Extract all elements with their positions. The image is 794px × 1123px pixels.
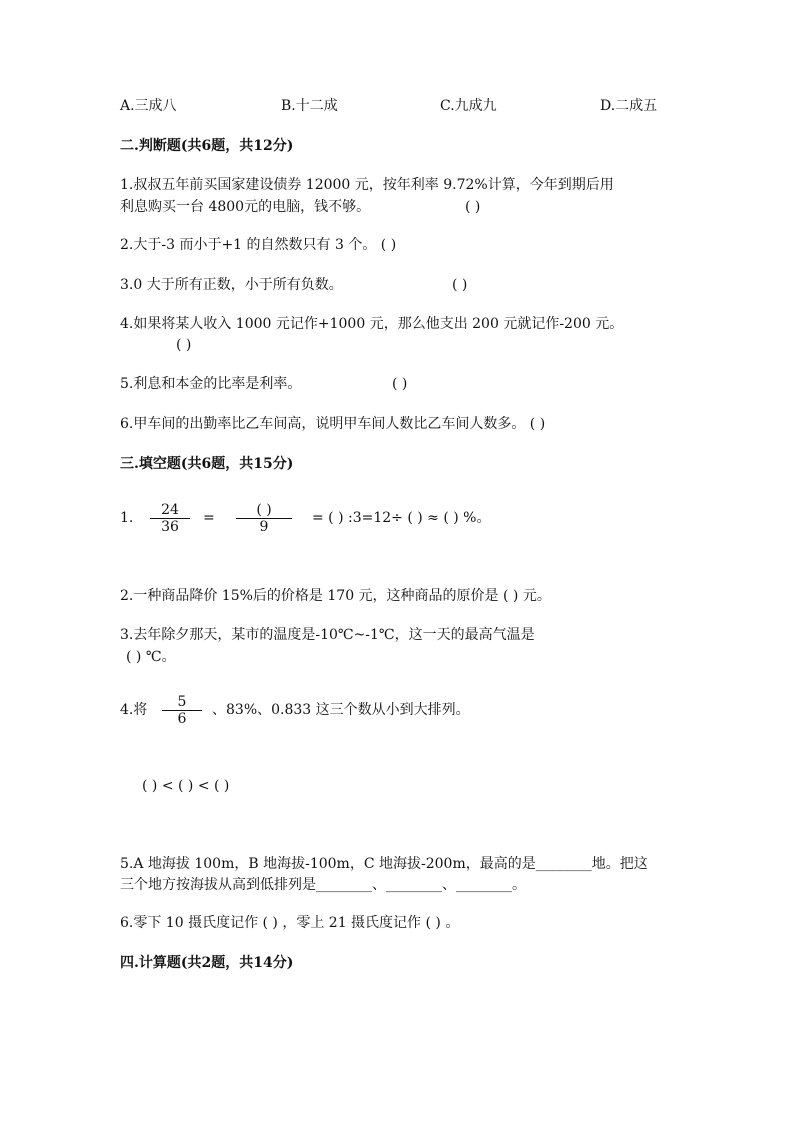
s2-q6: 6.甲车间的出勤率比乙车间高，说明甲车间人数比乙车间人数多。 ( ) xyxy=(120,416,546,432)
s3-q4-label: 4.将 xyxy=(120,702,148,718)
s2-q5: 5.利息和本金的比率是利率。 xyxy=(120,376,302,392)
s2-q4-line1: 4.如果将某人收入 1000 元记作+1000 元，那么他支出 200 元就记作-200 元。 xyxy=(120,316,624,332)
s3-q1-fraction-2 xyxy=(236,502,292,535)
fraction-numerator: ( ) xyxy=(256,502,272,518)
fraction-numerator: 24 xyxy=(161,502,179,518)
s3-q5-line2: 三个地方按海拔从高到低排列是________、________、________。 xyxy=(120,877,526,893)
s3-q5-line1: 5.A 地海拔 100m，B 地海拔-100m，C 地海拔-200m，最高的是________地。把这 xyxy=(120,856,648,872)
fraction-numerator: 5 xyxy=(177,694,187,710)
s2-q1-line1: 1.叔叔五年前买国家建设债券 12000 元，按年利率 9.72%计算，今年到期后用 xyxy=(120,177,614,193)
s2-q1-line2: 利息购买一台 4800元的电脑，钱不够。 xyxy=(120,199,371,215)
s2-q4-bracket: ( ) xyxy=(176,337,192,353)
s3-q4-blanks: ( ) < ( ) < ( ) xyxy=(142,778,230,794)
s2-q1-bracket: ( ) xyxy=(465,199,481,215)
section3-title: 三.填空题(共6题，共15分) xyxy=(120,456,294,472)
s3-q2: 2.一种商品降价 15%后的价格是 170 元，这种商品的原价是 ( ) 元。 xyxy=(120,588,551,604)
choice-b: B.十二成 xyxy=(281,98,338,114)
s3-q6: 6.零下 10 摄氏度记作 ( ) ，零上 21 摄氏度记作 ( ) 。 xyxy=(120,915,460,931)
choice-d: D.二成五 xyxy=(600,98,658,114)
s3-q1-label: 1. xyxy=(120,510,134,526)
s3-q1-fraction-1 xyxy=(150,502,190,535)
s3-q1-equals: = xyxy=(203,510,215,526)
s3-q3-line1: 3.去年除夕那天，某市的温度是-10℃~-1℃，这一天的最高气温是 xyxy=(120,627,535,643)
s2-q3-bracket: ( ) xyxy=(452,277,468,293)
choice-a: A.三成八 xyxy=(120,98,177,114)
section2-title: 二.判断题(共6题，共12分) xyxy=(120,138,294,154)
s3-q4-fraction xyxy=(162,694,202,727)
s2-q5-bracket: ( ) xyxy=(392,376,408,392)
fraction-denominator: 6 xyxy=(162,710,202,727)
fraction-denominator: 9 xyxy=(236,518,292,535)
s2-q2: 2.大于-3 而小于+1 的自然数只有 3 个。 ( ) xyxy=(120,237,397,253)
fraction-denominator: 36 xyxy=(150,518,190,535)
s3-q1-rest: = ( ) :3=12÷ ( ) ≈ ( ) %。 xyxy=(312,510,491,526)
s3-q4-rest: 、83%、0.833 这三个数从小到大排列。 xyxy=(212,702,470,718)
s2-q3: 3.0 大于所有正数，小于所有负数。 xyxy=(120,277,343,293)
s3-q3-line2: ( ) ℃。 xyxy=(126,649,176,665)
section4-title: 四.计算题(共2题，共14分) xyxy=(120,955,294,971)
choice-c: C.九成九 xyxy=(440,98,497,114)
